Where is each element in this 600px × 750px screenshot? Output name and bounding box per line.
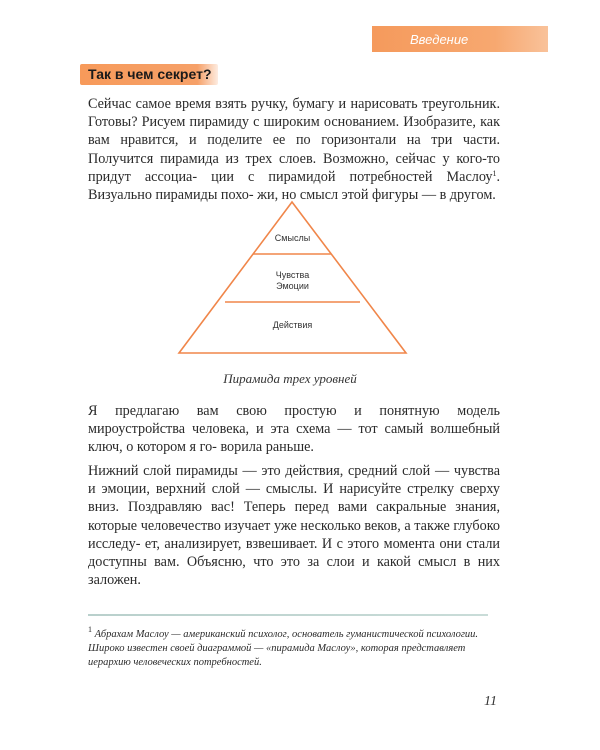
paragraph-line: и эмоции, верхний слой — смыслы. И нарисуйте стрелку сверху вниз. [88, 481, 500, 516]
section-tab-label: Введение [410, 31, 469, 47]
footnote-line: Абрахам Маслоу — американский психолог, основатель гуманистической психологии. [92, 629, 479, 640]
paragraph-line: ворила раньше. [220, 439, 314, 456]
paragraph-line: жи, но смысл этой фигуры — в другом. [257, 187, 496, 204]
pyramid-tier-middle-line2: Эмоции [276, 281, 309, 291]
paragraph-line: ции с пирамидой потребностей Маслоу [211, 168, 493, 185]
paragraph-model [88, 402, 500, 457]
paragraph-line: вам. Объясню, что это за слои и какой смысл в них заложен. [88, 554, 500, 589]
paragraph-line: человека, и эта схема — тот самый волшебный ключ, о котором я го- [88, 421, 500, 456]
figure-caption: Пирамида трех уровней [223, 371, 357, 386]
paragraph-line: Я предлагаю вам свою простую и понятную модель мироустройства [88, 403, 500, 438]
pyramid-tier-middle-line1: Чувства [275, 270, 310, 280]
paragraph-layers [88, 462, 500, 589]
paragraph-line: пирамида из трех слоев. Возможно, сейчас у кого-то придут ассоциа- [88, 150, 500, 185]
paragraph-intro [88, 95, 500, 204]
paragraph-line: Нижний слой пирамиды — это действия, средний слой — чувства [88, 463, 500, 479]
paragraph-line: человечество изучает уже несколько веков, а также глубоко исследу- [88, 517, 500, 552]
section-tab [372, 26, 548, 52]
footnote-reference[interactable]: 1 [492, 168, 497, 178]
footnote-divider [88, 614, 488, 616]
page-number: 11 [484, 694, 497, 709]
footnote-line: иерархию человеческих потребностей. [88, 657, 262, 668]
paragraph-line: Готовы? Рисуем пирамиду с широким основанием. Изобразите, как [88, 114, 500, 131]
pyramid-tier-top: Смыслы [274, 233, 311, 243]
paragraph-line: . Визуально пирамиды похо- [88, 168, 501, 204]
pyramid-tier-bottom: Действия [272, 320, 313, 330]
footnote-line: Широко известен своей диаграммой — «пирамида Маслоу», которая представляет [88, 643, 466, 654]
footnote [88, 625, 498, 670]
paragraph-line: ет, анализирует, взвешивает. И с этого момента они стали доступны [88, 535, 500, 571]
paragraph-line: вам нравится, и поделите ее по горизонтали на три части. Получится [88, 132, 500, 167]
section-heading: Так в чем секрет? [80, 64, 218, 85]
pyramid-figure [175, 196, 410, 360]
paragraph-line: Сейчас самое время взять ручку, бумагу и нарисовать треугольник. [88, 96, 500, 112]
paragraph-line: Поздравляю вас! Теперь перед вами сакральные знания, которые [88, 499, 501, 534]
footnote-marker: 1 [88, 625, 92, 634]
